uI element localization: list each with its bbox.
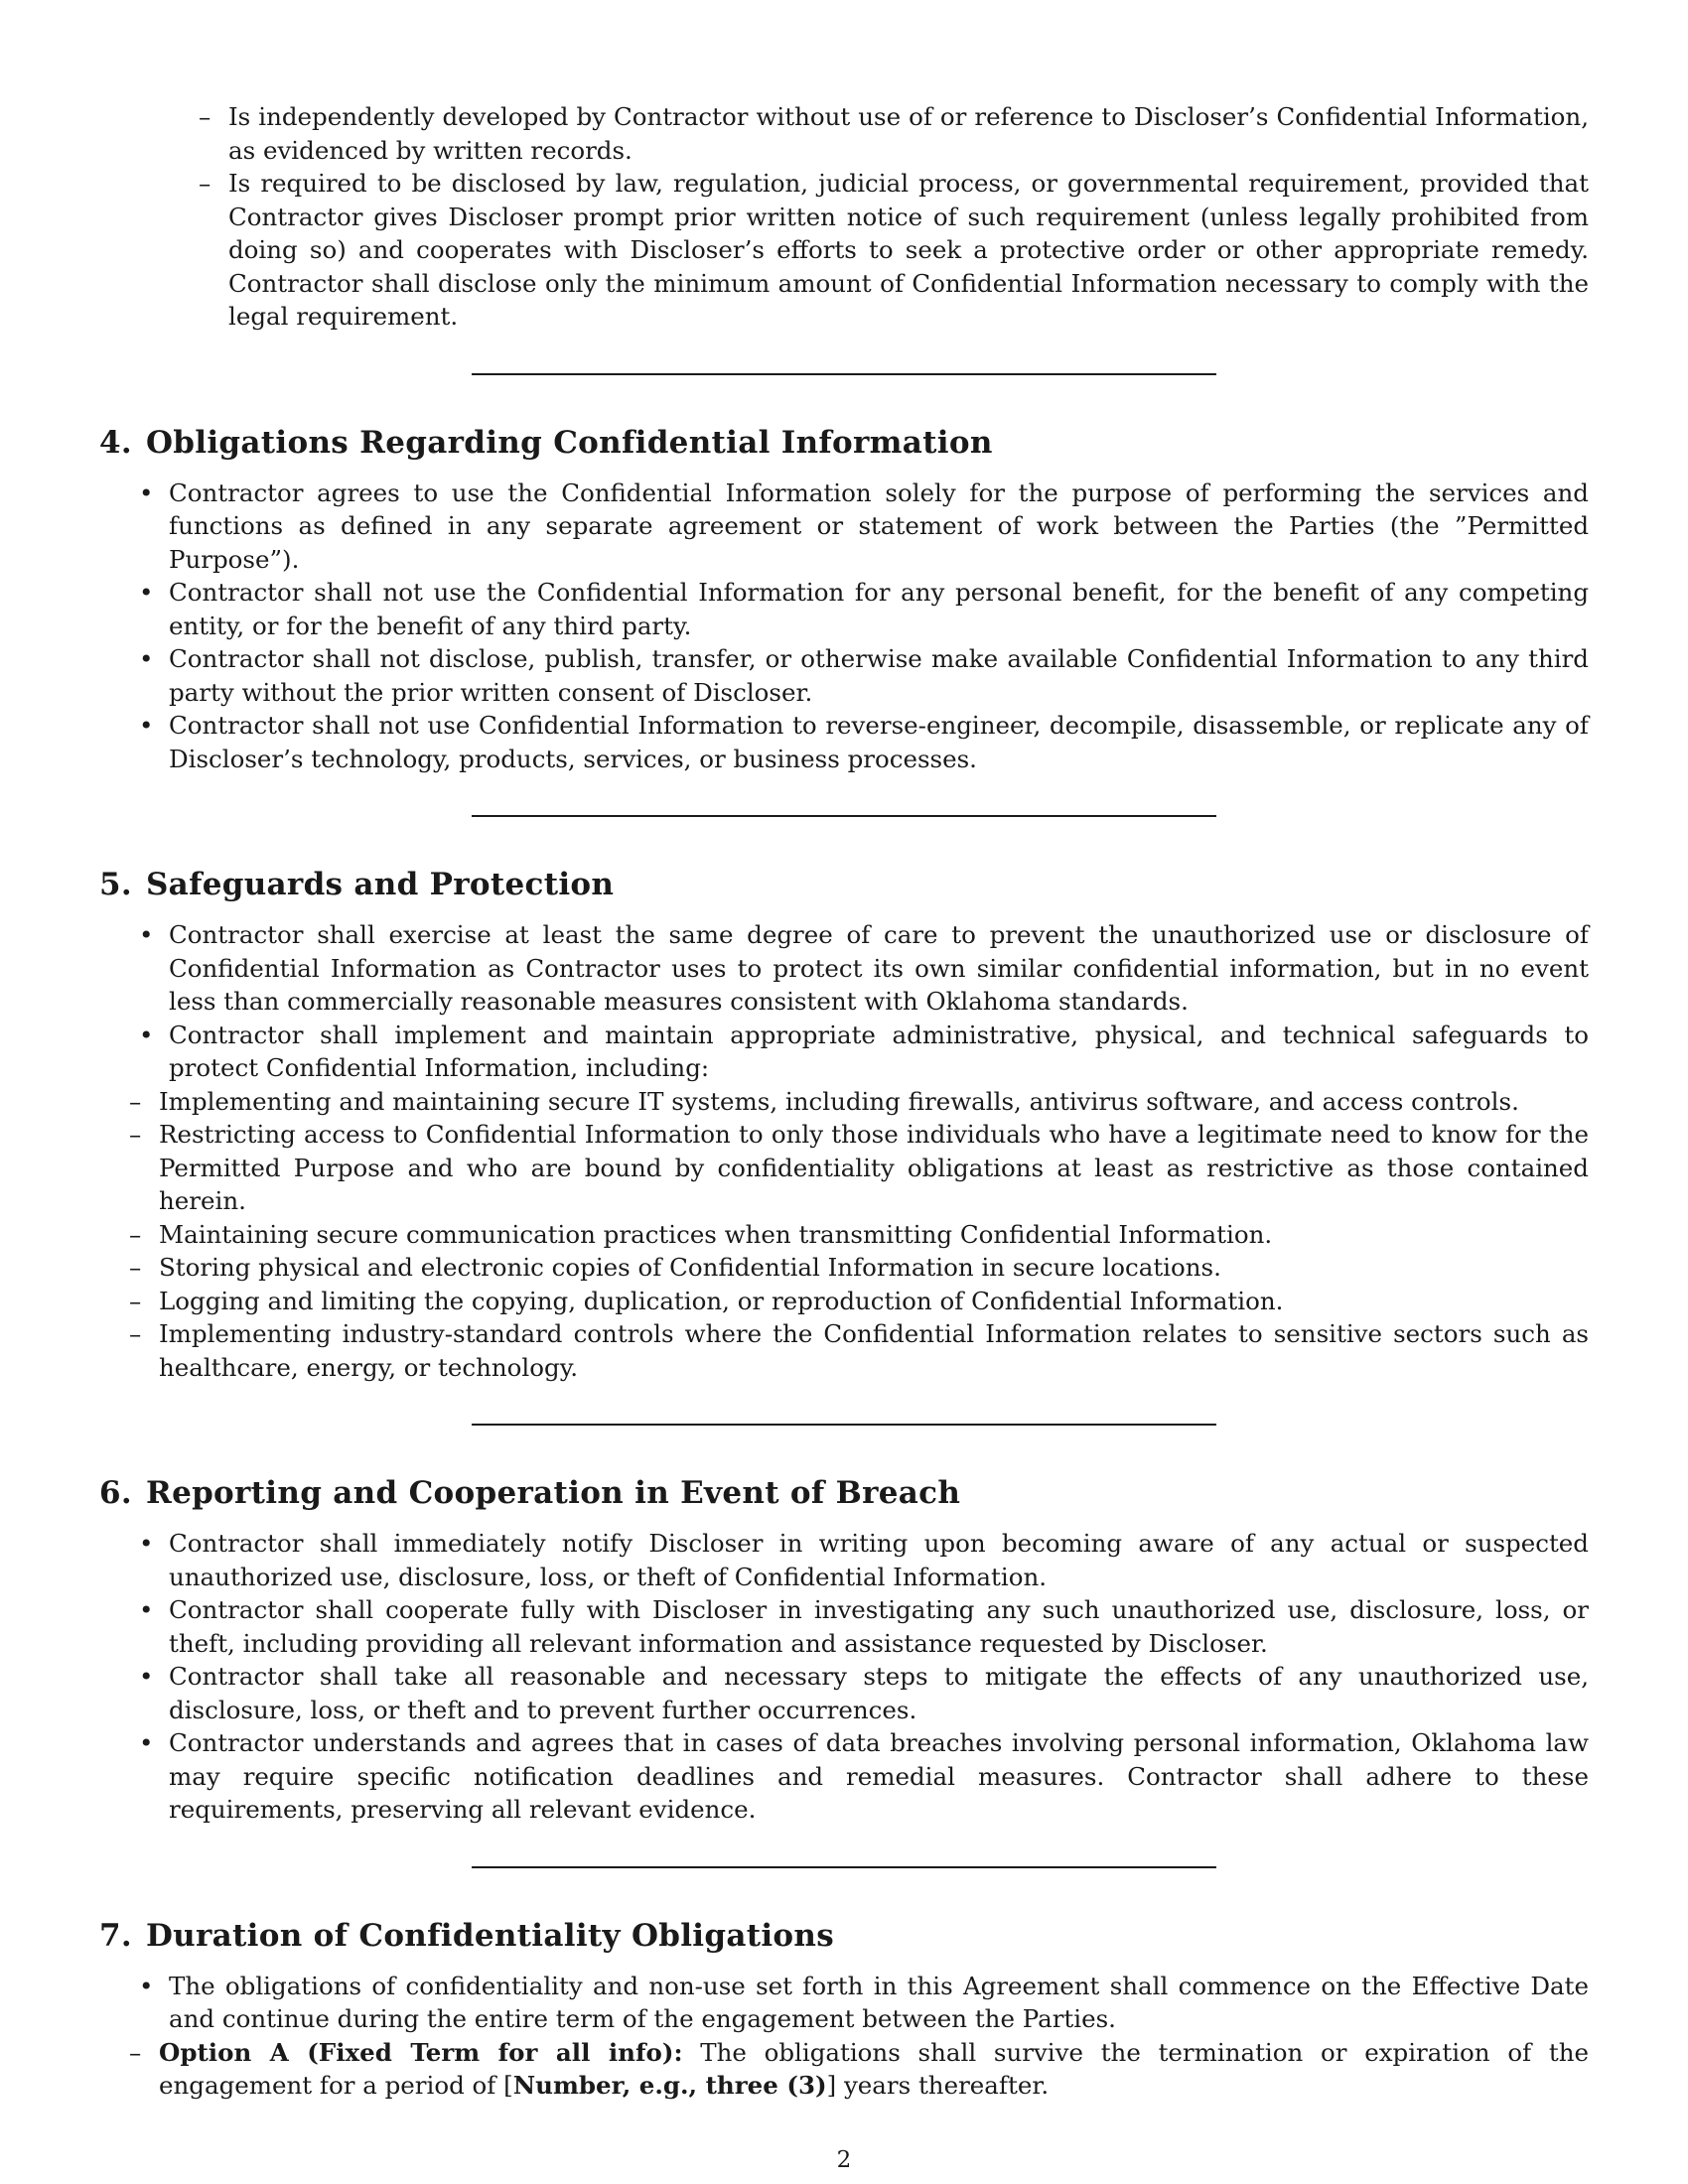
sublist-item: – Logging and limiting the copying, duplication, or reproduction of Confidential Information. xyxy=(99,1285,1589,1318)
option-a-label: Option A (Fixed Term for all info): xyxy=(159,2037,683,2067)
sublist-item: – Implementing and maintaining secure IT systems, including firewalls, antivirus software, and access controls. xyxy=(99,1085,1589,1119)
list-item: • Contractor shall not use Confidential Information to reverse-engineer, decompile, disassemble, or replicate any of Discloser’s technology, products, services, or business processes. xyxy=(99,709,1589,775)
section-5-list xyxy=(99,918,1589,1384)
section-divider xyxy=(472,1866,1216,1868)
sublist-item: – Implementing industry-standard controls where the Confidential Information relates to sensitive sectors such as healthcare, energy, or technology. xyxy=(99,1317,1589,1384)
section-7-list xyxy=(99,1970,1589,2103)
list-item-text: Contractor shall implement and maintain appropriate administrative, physical, and technical safeguards to protect Confidential Information, including: xyxy=(169,1020,1589,1082)
list-item: • Contractor shall cooperate fully with Discloser in investigating any such unauthorized use, disclosure, loss, or theft, including providing all relevant information and assistance requested by Discloser. xyxy=(99,1593,1589,1660)
list-item: • Contractor shall not use the Confidential Information for any personal benefit, for the benefit of any competing entity, or for the benefit of any third party. xyxy=(99,576,1589,642)
sublist-item: – Maintaining secure communication practices when transmitting Confidential Information. xyxy=(99,1218,1589,1252)
section-3-exclusions-list xyxy=(99,100,1589,334)
safeguards-sublist xyxy=(99,1085,1589,1385)
list-item: – Is independently developed by Contractor without use of or reference to Discloser’s Confidential Information, as evidenced by written records. xyxy=(99,100,1589,167)
list-item: • Contractor understands and agrees that in cases of data breaches involving personal information, Oklahoma law may require specific notification deadlines and remedial measures. Contractor shall adhere to these requirements, preserving all relevant evidence. xyxy=(99,1726,1589,1827)
document-page xyxy=(99,100,1589,2103)
section-heading: 6. Reporting and Cooperation in Event of Breach xyxy=(99,1475,961,1511)
section-heading: 4. Obligations Regarding Confidential Information xyxy=(99,424,993,461)
section-heading: 5. Safeguards and Protection xyxy=(99,867,615,902)
option-a-text: The obligations shall survive the termination or expiration of the engagement for a period of [ xyxy=(159,2037,1590,2100)
duration-options-sublist xyxy=(99,2036,1589,2103)
section-divider xyxy=(472,373,1216,375)
list-item xyxy=(99,1019,1589,1385)
section-4-list xyxy=(99,477,1589,776)
section-divider xyxy=(472,815,1216,817)
sublist-item: – Storing physical and electronic copies of Confidential Information in secure locations. xyxy=(99,1251,1589,1285)
sublist-item: – Restricting access to Confidential Information to only those individuals who have a legitimate need to know for the Permitted Purpose and who are bound by confidentiality obligations at least as restrictive as those contained herein. xyxy=(99,1118,1589,1218)
list-item: • Contractor shall immediately notify Discloser in writing upon becoming aware of any actual or suspected unauthorized use, disclosure, loss, or theft of Confidential Information. xyxy=(99,1527,1589,1593)
list-item: • Contractor shall not disclose, publish, transfer, or otherwise make available Confidential Information to any third party without the prior written consent of Discloser. xyxy=(99,642,1589,709)
option-a-placeholder: Number, e.g., three (3) xyxy=(512,2071,827,2100)
list-item: • Contractor shall exercise at least the same degree of care to prevent the unauthorized use or disclosure of Confidential Information as Contractor uses to protect its own similar confidential information, but in no event less than commercially reasonable measures consistent with Oklahoma standards. xyxy=(99,918,1589,1019)
list-item-text: The obligations of confidentiality and non-use set forth in this Agreement shall commence on the Effective Date and continue during the entire term of the engagement between the Parties. xyxy=(169,1971,1589,2033)
page-number: 2 xyxy=(836,2147,852,2173)
sublist-item-option-a xyxy=(99,2036,1589,2103)
list-item: – Is required to be disclosed by law, regulation, judicial process, or governmental requirement, provided that Contractor gives Discloser prompt prior written notice of such requirement (unless legally prohibited from doing so) and cooperates with Discloser’s efforts to seek a protective order or other appropriate remedy. Contractor shall disclose only the minimum amount of Confidential Information necessary to comply with the legal requirement. xyxy=(99,167,1589,334)
list-item: • Contractor agrees to use the Confidential Information solely for the purpose of performing the services and functions as defined in any separate agreement or statement of work between the Parties (the ”Permitted Purpose”). xyxy=(99,477,1589,577)
list-item xyxy=(99,1970,1589,2103)
section-divider xyxy=(472,1424,1216,1426)
section-6-list xyxy=(99,1527,1589,1827)
option-a-text-end: ] years thereafter. xyxy=(826,2071,1050,2100)
list-item: • Contractor shall take all reasonable and necessary steps to mitigate the effects of any unauthorized use, disclosure, loss, or theft and to prevent further occurrences. xyxy=(99,1660,1589,1726)
section-heading: 7. Duration of Confidentiality Obligations xyxy=(99,1917,835,1954)
